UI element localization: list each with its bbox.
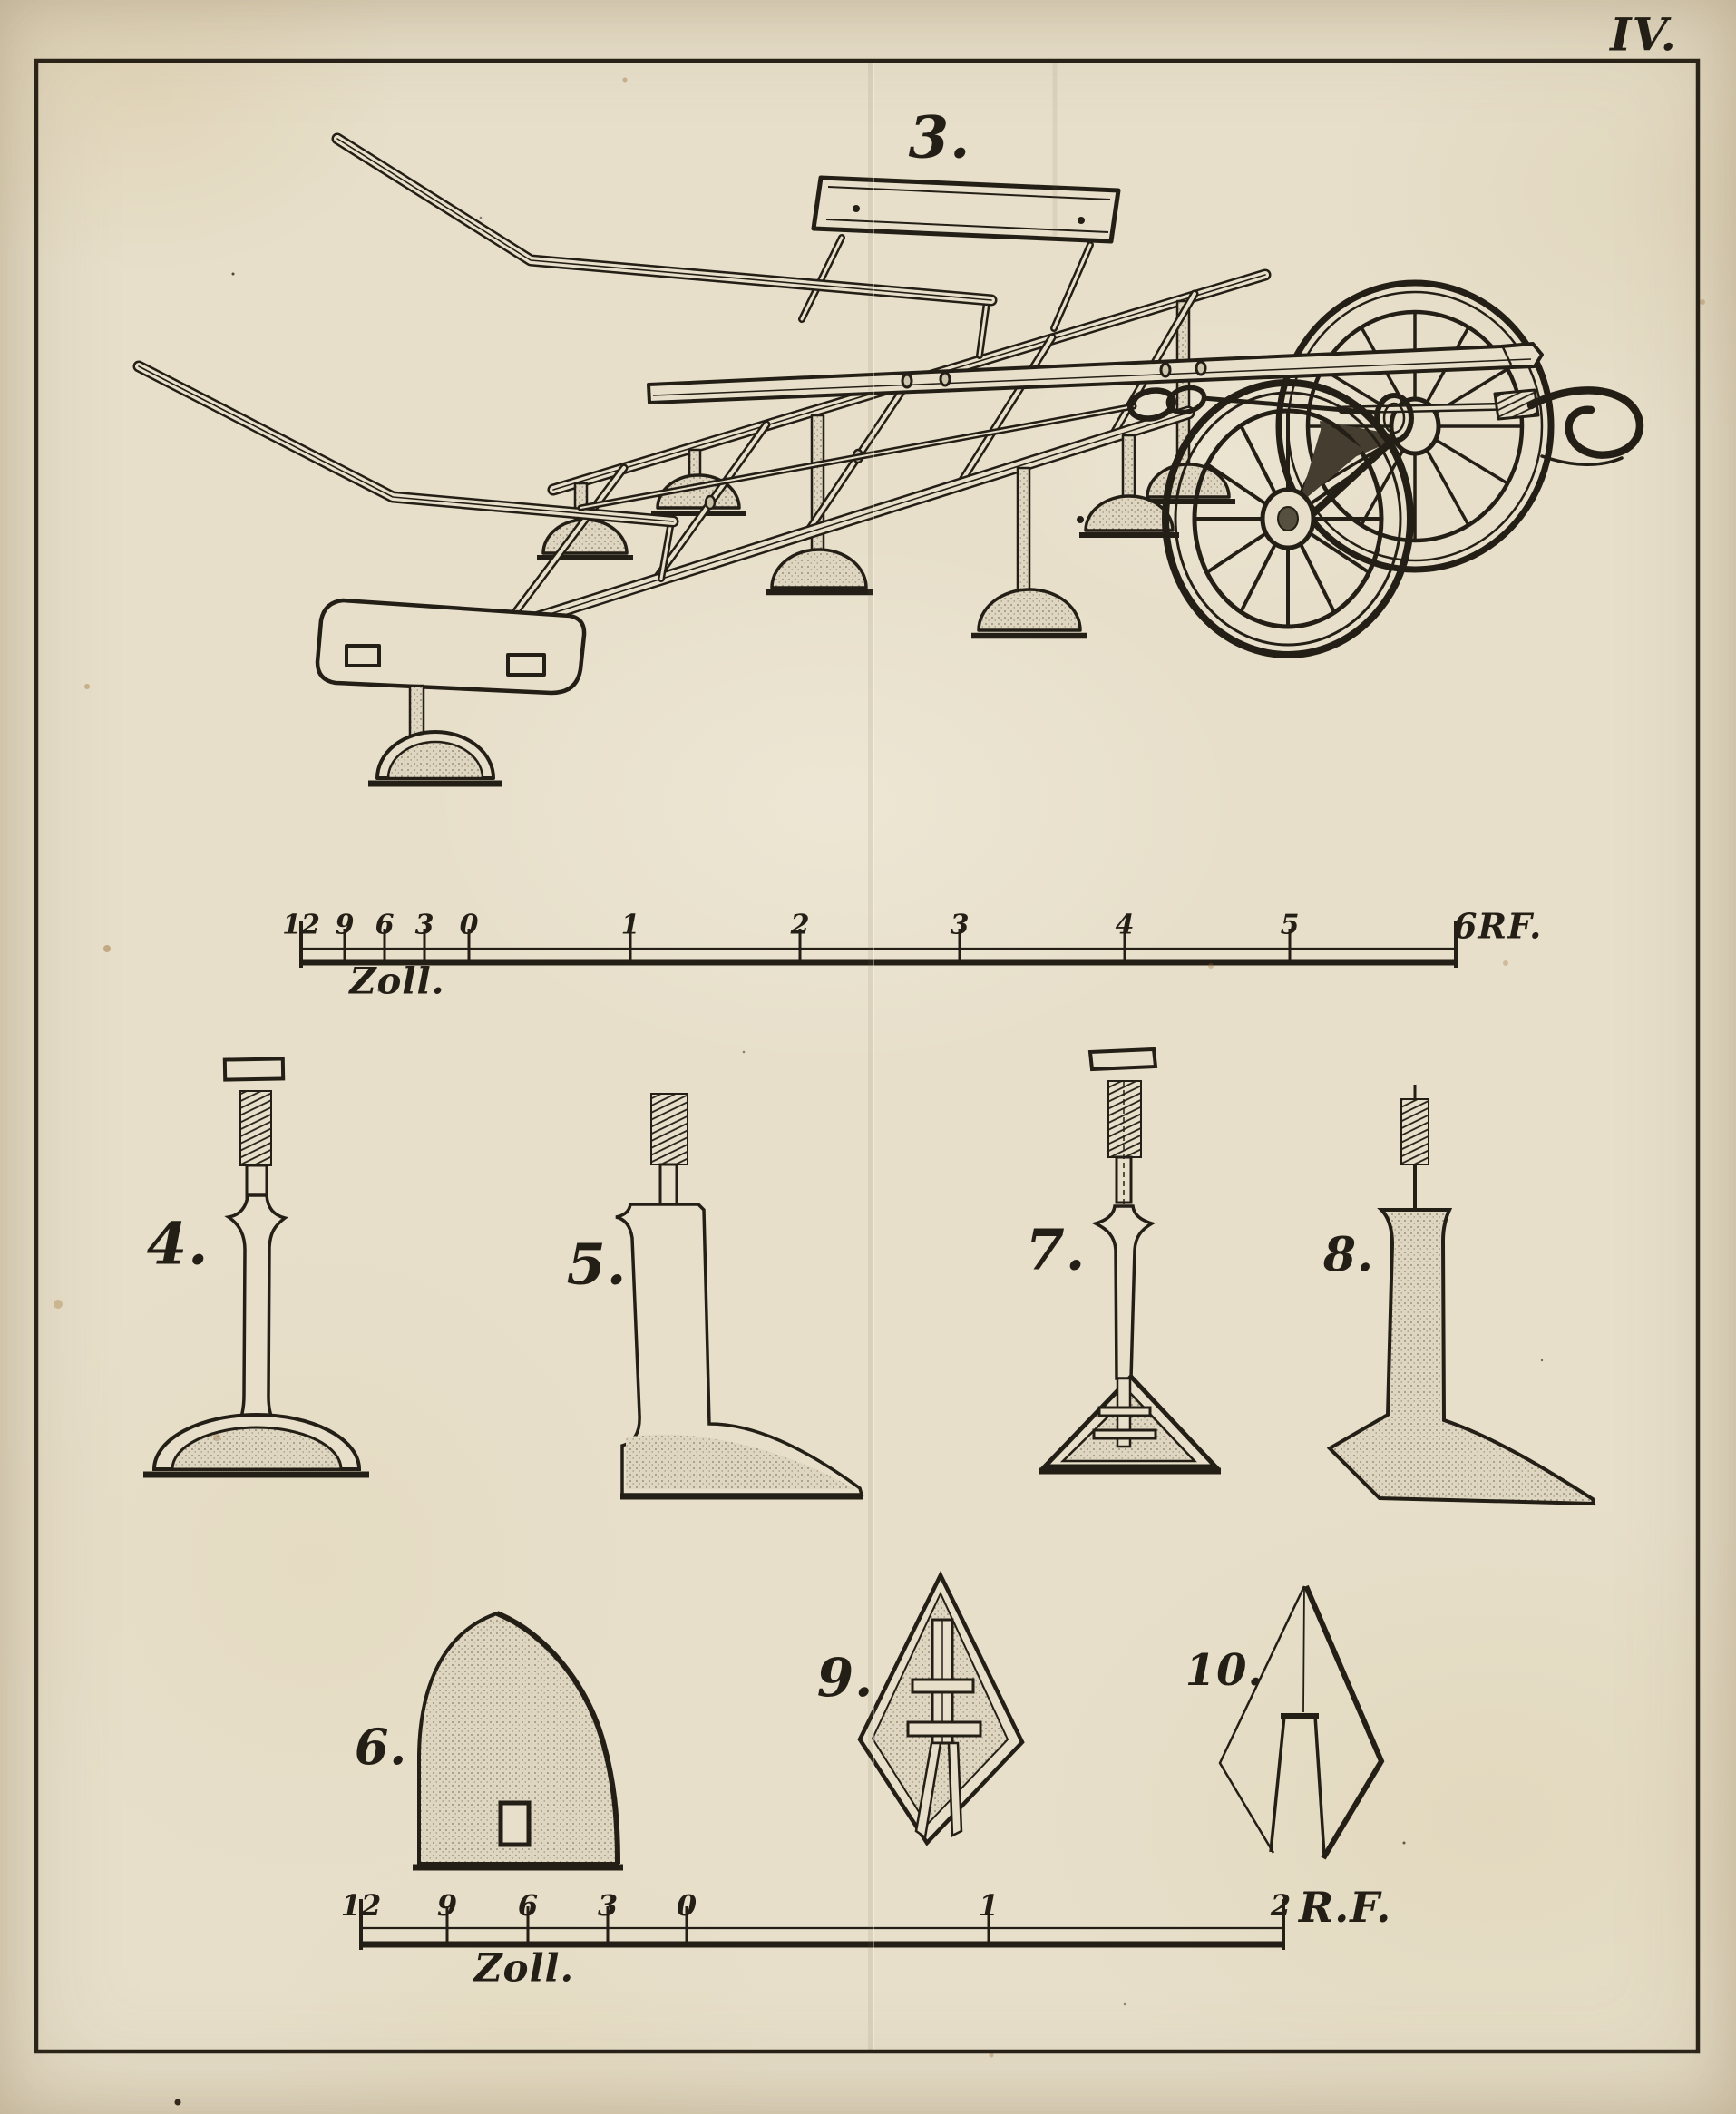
tick-label: 2 xyxy=(790,909,810,941)
fig8-tine-winged-share xyxy=(1330,1085,1594,1504)
fig5-label: 5. xyxy=(566,1231,628,1298)
tick-label: 6 xyxy=(517,1888,539,1923)
fig6-label: 6. xyxy=(354,1718,408,1776)
fig7-label: 7. xyxy=(1025,1216,1087,1283)
lower-scale-bar xyxy=(361,1899,1283,1950)
draw-beam xyxy=(649,344,1542,403)
tick-label: 1 xyxy=(620,909,640,941)
tick-label: 3 xyxy=(414,909,434,941)
tick-label: 12 xyxy=(282,909,320,941)
lower-scale-end-label: R.F. xyxy=(1299,1883,1392,1932)
tick-label: 5 xyxy=(1280,909,1300,941)
tick-label: 9 xyxy=(335,909,355,941)
front-wheel xyxy=(1165,383,1410,655)
fig8-label: 8. xyxy=(1322,1227,1375,1283)
top-yoke-frame xyxy=(814,178,1118,241)
tick-label: 2 xyxy=(1270,1888,1292,1923)
tick-label: 3 xyxy=(950,909,970,941)
fig3-label: 3. xyxy=(908,103,971,172)
rear-box-beam xyxy=(317,600,584,784)
upper-scale-end-label: 6RF. xyxy=(1453,905,1543,947)
tick-label: 0 xyxy=(676,1888,697,1923)
tick-label: 3 xyxy=(597,1888,619,1923)
fig10-label: 10. xyxy=(1185,1645,1264,1696)
lower-scale-unit-label: Zoll. xyxy=(473,1945,575,1991)
upper-scale-unit-label: Zoll. xyxy=(349,960,445,1003)
tick-label: 1 xyxy=(978,1888,1000,1923)
fig5-tine-blade-share xyxy=(616,1094,863,1496)
plate-number: IV. xyxy=(1610,7,1677,62)
tick-label: 6 xyxy=(375,909,395,941)
cultivator-figure xyxy=(139,139,1640,784)
tick-label: 9 xyxy=(436,1888,458,1923)
tick-label: 12 xyxy=(340,1888,382,1923)
fig4-label: 4. xyxy=(146,1210,210,1279)
fig6-pointed-arch-share xyxy=(413,1613,623,1867)
fig9-diamond-share xyxy=(860,1575,1022,1843)
fig10-kite-outline-share xyxy=(1220,1586,1381,1858)
near-handle xyxy=(139,366,673,521)
tick-label: 4 xyxy=(1115,909,1135,941)
tick-label: 0 xyxy=(459,909,479,941)
rear-wheel xyxy=(1279,283,1551,570)
fig9-label: 9. xyxy=(816,1647,874,1709)
